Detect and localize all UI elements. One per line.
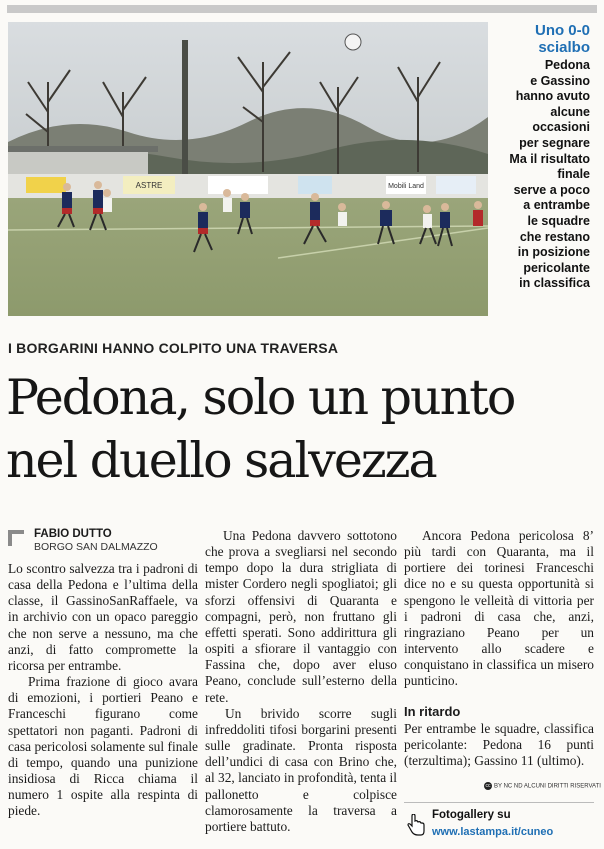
photo-sign-mobili: Mobili Land	[388, 183, 424, 190]
rights-notice	[484, 782, 601, 790]
caption-line: serve a poco	[513, 182, 590, 197]
caption-line: in posizione	[517, 245, 590, 260]
caption-line: finale	[557, 167, 590, 182]
paragraph: Una Pedona davvero sottotono che prova a svegliarsi nel secondo tempo dopo la dura strigliata di mister Cordero negli spogliatoi; gli sforzi offensivi di Quaranta e compagni, però, non fruttano gli effetti sperati. Sono addirittura gli ospiti a sfiorare il vantaggio con Fassina che, dopo aver eluso Peano, conclude sull’esterno della rete.	[205, 528, 397, 705]
caption-line: in classifica	[519, 276, 590, 291]
caption-body	[496, 58, 590, 292]
paragraph: Un brivido scorre sugli infreddoliti tifosi borgarini presenti sulle gradinate. Pronta risposta dell’undici di casa con Brino che, al 32, lanciato in profondità, tenta il pallonetto e colpisce clamorosamente la traversa a portiere battuto.	[205, 705, 397, 834]
match-photo	[8, 22, 488, 316]
paragraph: Prima frazione di gioco avara di emozioni, i portieri Peano e Franceschi figurano come spettatori non paganti. Padroni di casa pericolosi solamente sul finale di tempo, quando una punizione insidiosa di Ricca chiama il numero 1 ospite alla respinta di piede.	[8, 674, 198, 819]
article-column-3	[404, 528, 594, 769]
photo-caption	[496, 22, 590, 292]
caption-line: hanno avuto	[515, 89, 590, 104]
caption-line: e Gassino	[530, 73, 590, 88]
match-photo-illustration	[8, 22, 488, 316]
article-column-1	[8, 561, 198, 820]
caption-line: alcune	[550, 104, 590, 119]
pointing-hand-icon	[406, 814, 426, 836]
caption-line: che restano	[519, 229, 590, 244]
paragraph: Lo scontro salvezza tra i padroni di casa della Pedona e l’ultima della classe, il GassinoSanRaffaele, va in archivio con un opaco pareggio che non serve a nessuno, ma che anzi, di fatto compromette la ricorsa per entrambe.	[8, 561, 198, 673]
photo-sign-astre: ASTRE	[135, 181, 163, 190]
caption-line: occasioni	[532, 120, 590, 135]
creative-commons-icon: cc	[485, 783, 491, 789]
headline-line-2: nel duello salvezza	[6, 432, 436, 489]
fotogallery-link[interactable]: www.lastampa.it/cuneo	[432, 826, 554, 838]
rights-text: BY NC ND ALCUNI DIRITTI RISERVATI	[494, 783, 601, 790]
caption-line: pericolante	[523, 260, 590, 275]
subheading: In ritardo	[404, 703, 461, 719]
headline-line-1: Pedona, solo un punto	[6, 369, 515, 426]
article-column-2	[205, 528, 397, 835]
kicker: I BORGARINI HANNO COLPITO UNA TRAVERSA	[8, 340, 339, 356]
paragraph: Per entrambe le squadre, classifica pericolante: Pedona 16 punti (terzultima); Gassino 11 (ultimo).	[404, 720, 594, 769]
caption-line: Pedona	[544, 58, 590, 72]
caption-line: le squadre	[527, 213, 590, 228]
caption-line: a entrambe	[523, 198, 590, 213]
headline	[6, 366, 598, 492]
top-rule	[7, 5, 597, 13]
caption-title-line: scialbo	[538, 39, 590, 56]
fotogallery-box	[404, 802, 594, 843]
author-name: FABIO DUTTO	[34, 528, 112, 540]
paragraph: Ancora Pedona pericolosa 8’ più tardi con Quaranta, ma il portiere dei torinesi Franceschi dice no e su questa opportunità si spengono le velleità di vittoria per i padroni di casa che, anzi, ringraziano Peano per un intervento allo scadere e conquistano in classifica un misero punticino.	[404, 528, 594, 689]
caption-title-line: Uno 0-0	[534, 22, 590, 39]
caption-line: Ma il risultato	[509, 151, 590, 166]
caption-title	[496, 22, 590, 56]
author-location: BORGO SAN DALMAZZO	[34, 541, 158, 553]
caption-line: per segnare	[519, 135, 590, 150]
byline-corner-icon	[8, 530, 24, 546]
fotogallery-label: Fotogallery su	[432, 809, 511, 821]
